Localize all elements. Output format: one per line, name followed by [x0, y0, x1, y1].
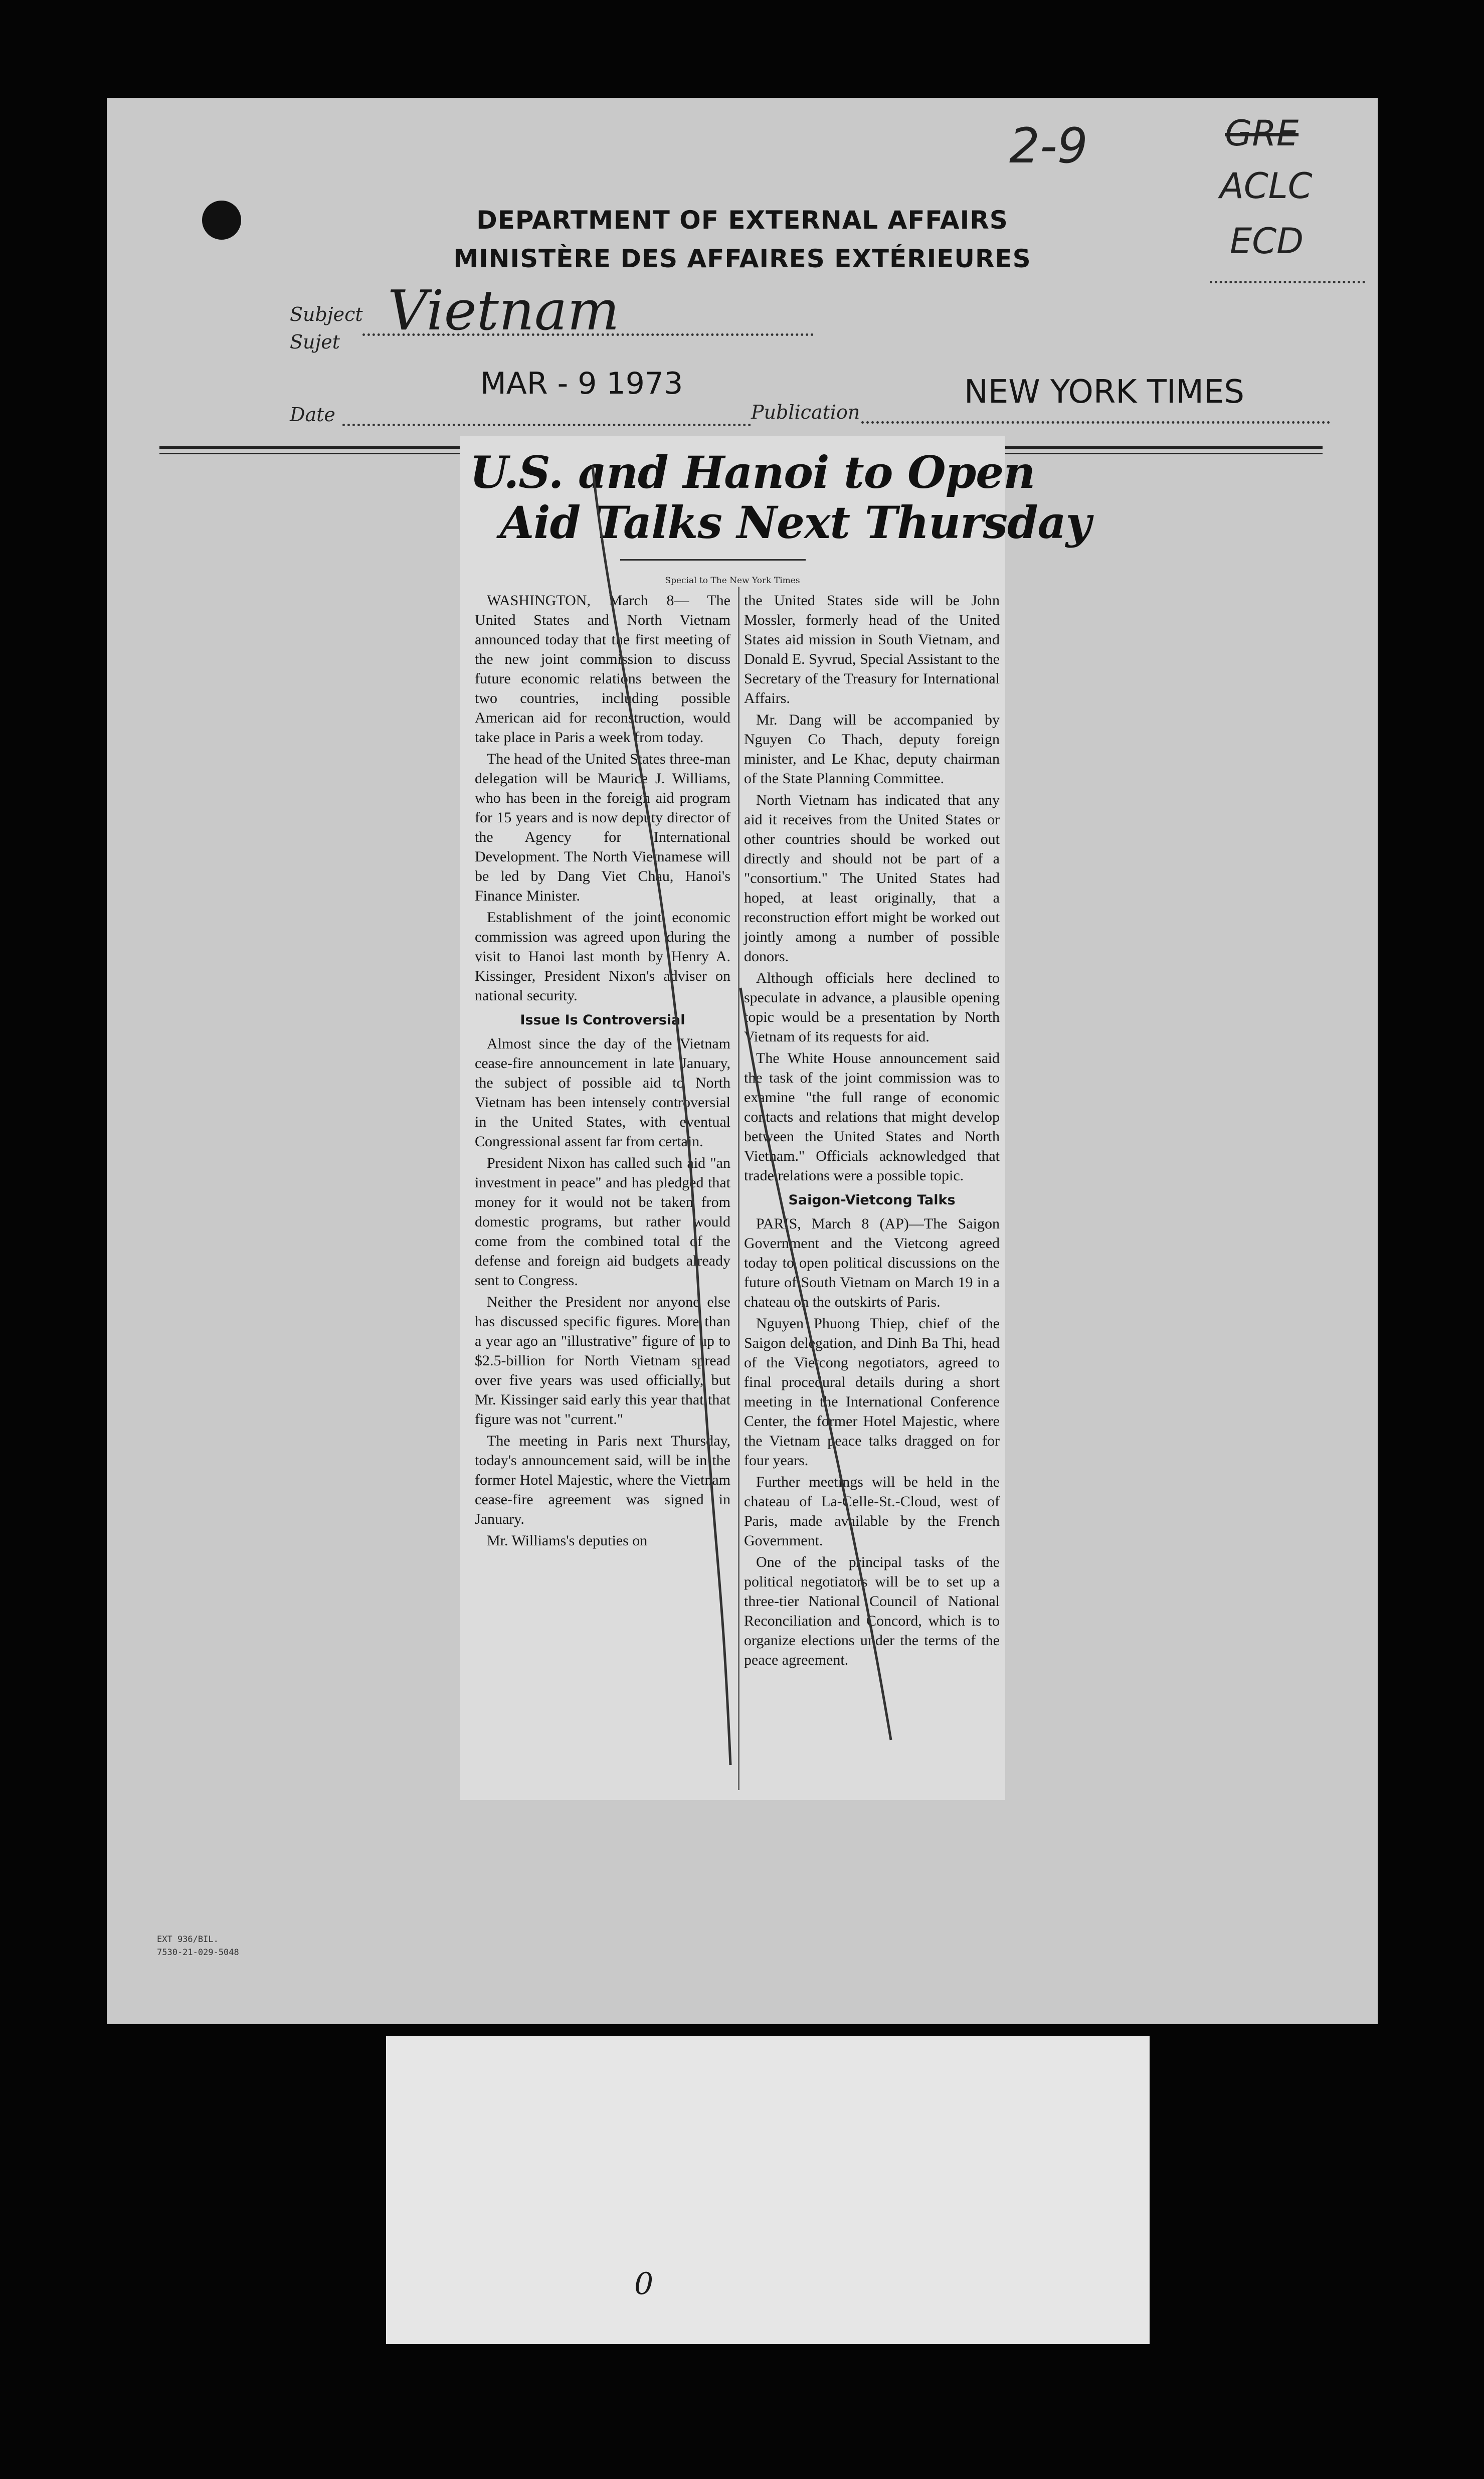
form-number-line1: EXT 936/BIL.	[157, 1934, 219, 1944]
form-number-line2: 7530-21-029-5048	[157, 1947, 239, 1958]
paragraph: The White House announcement said the task of the joint commission was to examine "the full range of economic contacts and relations that might develop between the United States and North Vietnam." Officials acknowledged that trade relations were a possible topic.	[744, 1050, 1000, 1184]
department-title-fr: MINISTÈRE DES AFFAIRES EXTÉRIEURES	[453, 244, 1031, 273]
paragraph: Nguyen Phuong Thiep, chief of the Saigon delegation, and Dinh Ba Thi, head of the Vietcong negotiators, agreed to final procedural details during a short meeting in the International Conference Center, the former Hotel Majestic, where the Vietnam peace talks dragged on for four years.	[744, 1315, 1000, 1469]
paragraph: WASHINGTON, March 8— The United States and North Vietnam announced today that the first meeting of the new joint commission to discuss future economic relations between the two countries, including possible American aid for reconstruction, would take place in Paris a week from today.	[475, 592, 730, 746]
subject-value: Vietnam	[388, 278, 620, 342]
subhead: Saigon-Vietcong Talks	[788, 1192, 956, 1208]
file-number-handwritten: 2-9	[1009, 118, 1088, 174]
paragraph: PARIS, March 8 (AP)—The Saigon Government and the Vietcong agreed today to open political discussions on the future of South Vietnam on March 19 in a chateau on the outskirts of Paris.	[744, 1215, 1000, 1310]
publication-value: NEW YORK TIMES	[964, 374, 1244, 411]
pencil-mark-overlay	[460, 436, 1091, 1800]
paragraph: the United States side will be John Mossler, formerly head of the United States aid mission in South Vietnam, and Donald E. Syvrud, Special Assistant to the Secretary of the Treasury for International Affairs.	[744, 592, 1000, 706]
paragraph: Although officials here declined to speculate in advance, a plausible opening topic would be a presentation by North Vietnam of its requests for aid.	[744, 970, 1000, 1045]
routing-dotted-line	[1210, 281, 1365, 283]
date-label: Date	[290, 404, 335, 426]
paragraph: The head of the United States three-man delegation will be Maurice J. Williams, who has been in the foreign aid program for 15 years and is now deputy director of the Agency for International Development. The North Vietnamese will be led by Dang Viet Chau, Hanoi's Finance Minister.	[475, 751, 730, 904]
department-title-en: DEPARTMENT OF EXTERNAL AFFAIRS	[476, 206, 1008, 235]
paragraph: Mr. Williams's deputies on	[487, 1532, 648, 1549]
paragraph: The meeting in Paris next Thursday, today's announcement said, will be in the former Hotel Majestic, where the Vietnam cease-fire agreement was signed in January.	[475, 1433, 730, 1527]
attached-slip	[386, 2036, 1150, 2344]
subject-label-fr: Sujet	[290, 331, 340, 353]
headline-line2: Aid Talks Next Thursday	[500, 496, 1091, 549]
paragraph: Further meetings will be held in the chateau of La-Celle-St.-Cloud, west of Paris, made available by the French Government.	[744, 1474, 1000, 1549]
paragraph: Establishment of the joint economic commission was agreed upon during the visit to Hanoi last month by Henry A. Kissinger, President Nixon's adviser on national security.	[475, 909, 730, 1004]
subject-label: Subject	[290, 303, 363, 325]
paragraph: Mr. Dang will be accompanied by Nguyen Co Thach, deputy foreign minister, and Le Khac, deputy chairman of the State Planning Committee.	[744, 712, 1000, 787]
newspaper-clipping	[460, 436, 1091, 1800]
paragraph: North Vietnam has indicated that any aid it receives from the United States or other countries should be worked out directly and should not be part of a "consortium." The United States had hoped, at least originally, that a reconstruction effort might be worked out jointly among a number of possible donors.	[744, 792, 1000, 965]
paragraph: President Nixon has called such aid "an investment in peace" and has pledged that money for it would not be taken from domestic programs, but rather would come from the combined total of the defense and foreign aid budgets already sent to Congress.	[475, 1155, 730, 1289]
form-number	[157, 1933, 239, 1959]
routing-note-ecd: ECD	[1230, 221, 1304, 262]
date-dotted-line	[342, 424, 751, 426]
routing-note-aclc: ACLC	[1220, 165, 1313, 207]
subhead: Issue Is Controversial	[520, 1012, 685, 1028]
subject-dotted-line	[362, 333, 814, 336]
slip-handwritten-mark: 0	[634, 2266, 654, 2301]
routing-note-struck: GRE	[1225, 113, 1299, 154]
paragraph: Almost since the day of the Vietnam cease-fire announcement in late January, the subject of possible aid to North Vietnam has been intensely controversial in the United States, with eventual Congressional assent far from certain.	[475, 1035, 730, 1150]
publication-dotted-line	[861, 421, 1330, 424]
byline-credit: Special to The New York Times	[665, 576, 800, 586]
date-value: MAR - 9 1973	[480, 366, 683, 401]
paragraph: Neither the President nor anyone else has discussed specific figures. More than a year ago an "illustrative" figure of up to $2.5-billion for North Vietnam spread over five years was used officially, but Mr. Kissinger said early this year that that figure was not "current."	[475, 1294, 730, 1428]
paragraph: One of the principal tasks of the political negotiators will be to set up a three-tier National Council of National Reconciliation and Concord, which is to organize elections under the terms of the peace agreement.	[744, 1554, 1000, 1668]
headline-line1: U.S. and Hanoi to Open	[470, 446, 1035, 498]
publication-label: Publication	[751, 401, 860, 423]
